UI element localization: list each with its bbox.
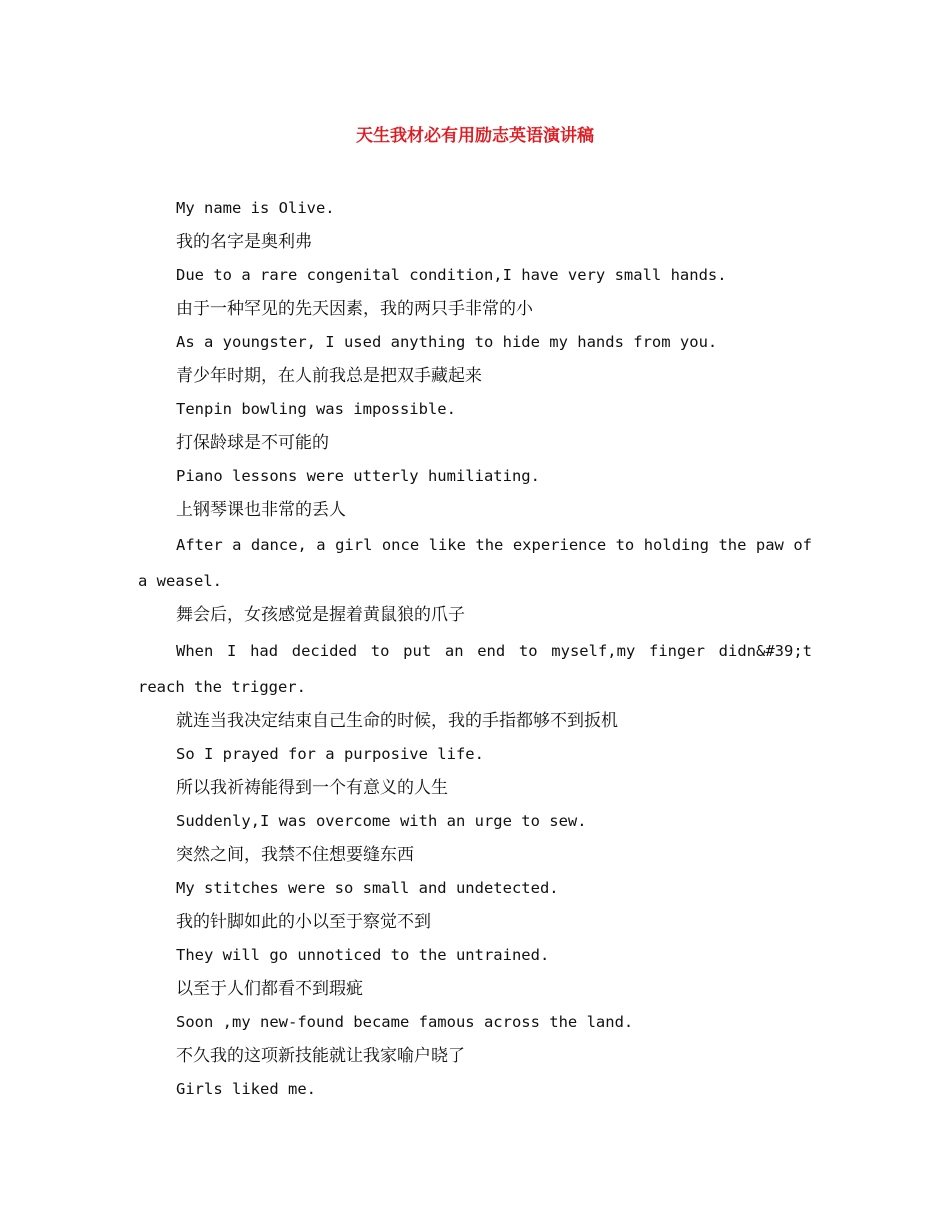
chinese-line: 青少年时期，在人前我总是把双手藏起来 xyxy=(176,365,482,386)
chinese-line: 由于一种罕见的先天因素，我的两只手非常的小 xyxy=(176,298,533,319)
english-line: Girls liked me. xyxy=(176,1080,316,1098)
speech-body xyxy=(138,192,812,1107)
english-line: Tenpin bowling was impossible. xyxy=(176,400,456,418)
document-title: 天生我材必有用励志英语演讲稿 xyxy=(356,126,594,146)
chinese-line: 突然之间，我禁不住想要缝东西 xyxy=(176,844,414,865)
chinese-line: 我的针脚如此的小以至于察觉不到 xyxy=(176,911,431,932)
english-line: As a youngster, I used anything to hide my hands from you. xyxy=(176,333,718,351)
chinese-line: 打保龄球是不可能的 xyxy=(176,432,329,453)
chinese-line: 以至于人们都看不到瑕疵 xyxy=(176,978,363,999)
english-line: My stitches were so small and undetected. xyxy=(176,879,559,897)
english-line: My name is Olive. xyxy=(176,199,335,217)
chinese-line: 我的名字是奥利弗 xyxy=(176,231,312,252)
english-line: When I had decided to put an end to myself,my finger didn&#39;t reach the trigger. xyxy=(138,641,812,696)
english-line: Due to a rare congenital condition,I have very small hands. xyxy=(176,266,727,284)
chinese-line: 上钢琴课也非常的丢人 xyxy=(176,499,346,520)
english-line: They will go unnoticed to the untrained. xyxy=(176,946,550,964)
english-line: After a dance, a girl once like the experience to holding the paw of a weasel. xyxy=(138,536,812,590)
english-line: Soon ,my new-found became famous across the land. xyxy=(176,1013,634,1031)
chinese-line: 所以我祈祷能得到一个有意义的人生 xyxy=(176,777,448,798)
english-line: Suddenly,I was overcome with an urge to sew. xyxy=(176,812,587,830)
english-line: Piano lessons were utterly humiliating. xyxy=(176,467,540,485)
english-line: So I prayed for a purposive life. xyxy=(176,745,484,763)
chinese-line: 不久我的这项新技能就让我家喻户晓了 xyxy=(176,1045,465,1066)
chinese-line: 就连当我决定结束自己生命的时候，我的手指都够不到扳机 xyxy=(176,710,618,731)
chinese-line: 舞会后，女孩感觉是握着黄鼠狼的爪子 xyxy=(176,605,465,625)
